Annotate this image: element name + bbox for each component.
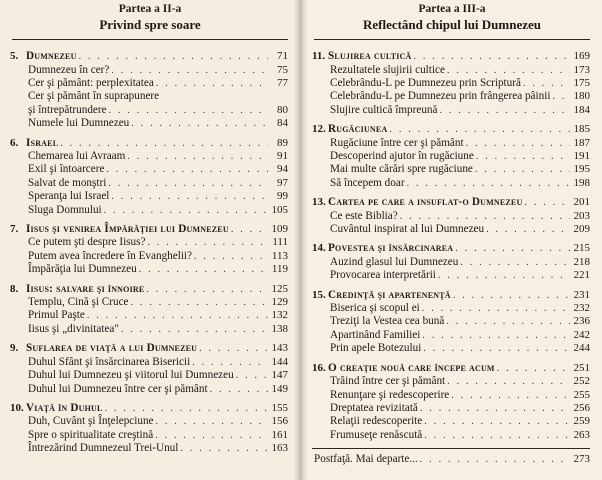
leader-dots [106, 163, 268, 176]
chapter-title: Iisus: salvare şi înnoire [26, 282, 145, 295]
page-number: 156 [271, 415, 288, 428]
leader-dots [156, 415, 268, 428]
chapter-block [312, 50, 590, 117]
leader-dots [156, 77, 268, 90]
leader-dots [199, 342, 268, 355]
section-entry[interactable] [10, 442, 288, 455]
section-entry[interactable] [312, 415, 590, 428]
section-entry[interactable] [312, 177, 590, 190]
chapter-block [10, 137, 288, 217]
section-entry[interactable] [312, 90, 590, 103]
leader-dots [460, 256, 570, 269]
section-entry[interactable] [10, 64, 288, 77]
page-number: 80 [277, 103, 288, 116]
postfata-rule [312, 448, 590, 449]
leader-dots [486, 223, 570, 236]
chapter-title: Credinţă şi apartenenţă [328, 288, 451, 301]
section-title: Chemarea lui Avraam [28, 150, 126, 162]
page-number: 185 [573, 123, 590, 136]
section-title: Spre o spiritualitate creştină [28, 428, 154, 441]
page-number: 209 [573, 223, 590, 236]
chapter-entry[interactable] [10, 402, 288, 415]
leader-dots [414, 50, 571, 63]
section-title: Putem avea încredere în Evanghelii? [28, 249, 193, 262]
section-title: Celebrându-L pe Dumnezeu prin Scriptură [330, 76, 521, 89]
chapter-entry[interactable] [312, 362, 590, 375]
chapter-block [312, 362, 590, 442]
section-entry[interactable] [10, 263, 288, 276]
section-title: Relaţii redescoperite [330, 415, 423, 428]
leader-dots [155, 429, 268, 442]
leader-dots [447, 64, 570, 77]
part-header-left [0, 0, 300, 33]
section-entry[interactable] [10, 117, 288, 130]
section-entry[interactable] [312, 429, 590, 442]
leader-dots [420, 453, 570, 466]
chapter-number: 10. [10, 401, 24, 414]
section-entry[interactable] [10, 90, 288, 103]
chapter-title: Iisus şi venirea Împărăţiei lui Dumnezeu [26, 223, 229, 236]
section-title: Exil şi întoarcere [28, 163, 105, 176]
section-entry[interactable] [312, 150, 590, 163]
chapter-title: Viaţă în Duhul [26, 401, 103, 414]
section-title: Prin apele Botezului [330, 342, 422, 355]
section-title: Apartinând Familiei [330, 328, 421, 341]
page-number: 203 [573, 209, 590, 222]
page-number: 251 [573, 361, 590, 374]
leader-dots [131, 117, 268, 130]
leader-dots [108, 177, 268, 190]
section-title: Speranţa lui Israel [28, 190, 110, 203]
section-title: Duhul lui Dumnezeu între cer şi pământ [28, 382, 208, 395]
section-entry[interactable] [312, 210, 590, 223]
page-number: 129 [271, 296, 288, 309]
page-number: 89 [277, 136, 288, 149]
leader-dots [210, 383, 268, 396]
chapter-number: 14. [312, 242, 326, 255]
chapter-number: 15. [312, 288, 326, 301]
page-number: 221 [573, 269, 590, 282]
chapter-number: 12. [312, 123, 326, 136]
page-number: 180 [573, 90, 590, 103]
leader-dots [111, 190, 268, 203]
leader-dots [87, 309, 268, 322]
leader-dots [104, 204, 268, 217]
leader-dots [497, 362, 570, 375]
chapter-number: 13. [312, 196, 326, 209]
chapter-block [312, 196, 590, 236]
page-number: 201 [573, 196, 590, 209]
page-number: 105 [271, 203, 288, 216]
leader-dots [420, 402, 570, 415]
page-number: 84 [277, 117, 288, 130]
section-entry[interactable] [312, 137, 590, 150]
section-title: Trăind între cer şi pământ [330, 375, 446, 388]
leader-dots [475, 163, 570, 176]
chapter-block [10, 50, 288, 130]
section-title: Duh, Cuvânt şi Înţelepciune [28, 415, 154, 428]
chapter-block [312, 123, 590, 190]
leader-dots [147, 236, 268, 249]
page-number: 263 [573, 428, 590, 441]
page-number: 273 [573, 453, 590, 466]
leader-dots [422, 302, 570, 315]
chapter-block [312, 289, 590, 356]
page-number: 191 [573, 150, 590, 162]
page-number: 143 [271, 342, 288, 355]
page-number: 244 [573, 342, 590, 355]
page-number: 231 [573, 288, 590, 301]
section-entry[interactable] [312, 302, 590, 315]
leader-dots [127, 150, 268, 163]
section-title: Duhul Sfânt şi însărcinarea Bisericii [28, 355, 191, 368]
chapter-block [10, 342, 288, 396]
part-label: Partea a II-a [118, 3, 182, 15]
section-title: Iisus şi „divinitatea" [28, 322, 119, 335]
page-number: 163 [271, 442, 288, 455]
section-title: Primul Paşte [28, 309, 85, 322]
chapter-entry[interactable] [10, 342, 288, 355]
section-title: Dumnezeu în cer? [28, 63, 110, 76]
section-entry[interactable] [10, 296, 288, 309]
part-label: Partea a III-a [418, 3, 486, 15]
section-entry[interactable] [312, 77, 590, 90]
leader-dots [552, 90, 570, 103]
section-title: Rezultatele slujirii cultice [330, 63, 445, 76]
chapter-entry[interactable] [10, 283, 288, 296]
chapter-entry[interactable] [312, 196, 590, 209]
chapter-block [10, 223, 288, 277]
chapter-entry[interactable] [312, 50, 590, 63]
leader-dots [438, 269, 570, 282]
section-title: Treziţi la Vestea cea bună [330, 315, 445, 328]
leader-dots [180, 442, 268, 455]
section-title: Împărăţia lui Dumnezeu [28, 263, 137, 276]
leader-dots [146, 283, 268, 296]
section-entry[interactable] [10, 177, 288, 190]
left-page [0, 0, 300, 480]
page-number: 215 [573, 242, 590, 255]
leader-dots [422, 329, 570, 342]
section-title: Slujire cultică împreună [330, 103, 438, 116]
section-title: Templu, Cină şi Cruce [28, 296, 129, 309]
part-header-right [302, 0, 602, 33]
chapter-block [10, 402, 288, 456]
section-entry[interactable] [10, 309, 288, 322]
section-title: Numele lui Dumnezeu [28, 117, 130, 130]
chapter-entry[interactable] [312, 242, 590, 255]
part-title: Reflectând chipul lui Dumnezeu [362, 17, 542, 33]
page-number: 144 [271, 355, 288, 368]
leader-dots [447, 375, 570, 388]
page-number: 113 [271, 249, 288, 262]
chapter-title: Israel [26, 136, 59, 149]
section-entry[interactable] [312, 389, 590, 402]
page-number: 175 [573, 76, 590, 89]
chapter-entry[interactable] [10, 137, 288, 150]
section-entry[interactable] [10, 415, 288, 428]
page-number: 236 [573, 315, 590, 328]
page-number: 149 [271, 382, 288, 395]
leader-dots [231, 223, 268, 236]
section-title: Postfaţă. Mai departe... [314, 453, 418, 466]
section-title: Cer şi pământ în suprapunere [28, 90, 160, 103]
section-entry[interactable] [10, 190, 288, 203]
section-entry[interactable] [10, 163, 288, 176]
page-number: 119 [271, 263, 288, 276]
leader-dots [423, 342, 570, 355]
leader-dots [453, 289, 570, 302]
chapter-number: 9. [10, 342, 19, 355]
section-title: Cer şi pământ: perplexitatea [28, 76, 154, 89]
section-entry[interactable] [312, 402, 590, 415]
section-entry[interactable] [312, 375, 590, 388]
section-entry[interactable] [312, 163, 590, 176]
section-entry[interactable] [10, 104, 288, 117]
section-title: Mai multe cărări spre rugăciune [330, 163, 473, 176]
section-title: Rugăciune între cer şi pământ [330, 136, 464, 149]
leader-dots [455, 242, 570, 255]
chapter-title: Rugăciunea [328, 123, 388, 136]
page-number: 259 [573, 415, 590, 428]
page-number: 155 [271, 401, 288, 414]
page-number: 138 [271, 322, 288, 335]
page-number: 71 [277, 50, 288, 63]
chapter-title: Suflarea de viaţă a lui Dumnezeu [26, 342, 198, 355]
page-number: 255 [573, 388, 590, 401]
section-entry[interactable] [312, 223, 590, 236]
leader-dots [440, 104, 571, 117]
section-entry[interactable] [10, 323, 288, 336]
leader-dots [400, 210, 570, 223]
leader-dots [389, 123, 570, 136]
leader-dots [105, 402, 268, 415]
part-title: Privind spre soare [99, 17, 201, 33]
section-entry[interactable] [10, 77, 288, 90]
chapter-number: 8. [10, 282, 19, 295]
section-title: Renunţare şi redescoperire [330, 388, 450, 401]
page-number: 169 [573, 50, 590, 63]
section-title: Ce este Biblia? [330, 209, 398, 222]
chapter-title: Cartea pe care a insuflat-o Dumnezeu [328, 196, 523, 209]
leader-dots [523, 77, 570, 90]
chapter-number: 5. [10, 50, 19, 63]
leader-dots [194, 250, 268, 263]
toc-right [302, 40, 602, 466]
section-entry[interactable] [312, 269, 590, 282]
chapter-title: Povestea şi însărcinarea [328, 242, 454, 255]
section-title: Ce putem şti despre Iisus? [28, 236, 146, 249]
page-number: 161 [271, 428, 288, 441]
section-title: Salvat de monştri [28, 176, 107, 189]
chapter-number: 6. [10, 136, 19, 149]
chapter-number: 16. [312, 361, 326, 374]
section-entry[interactable] [10, 356, 288, 369]
chapter-number: 7. [10, 223, 19, 236]
section-entry[interactable] [10, 150, 288, 163]
section-entry[interactable] [312, 104, 590, 117]
page-number: 198 [573, 176, 590, 189]
leader-dots [236, 369, 268, 382]
section-title: Duhul lui Dumnezeu şi viitorul lui Dumnezeu [28, 369, 234, 382]
page-number: 242 [573, 328, 590, 341]
leader-dots [466, 137, 570, 150]
chapter-block [10, 283, 288, 337]
leader-dots [60, 137, 268, 150]
page-number: 111 [272, 236, 288, 249]
section-title: Descoperind ajutor în rugăciune [330, 150, 474, 162]
chapter-entry[interactable] [10, 223, 288, 236]
leader-dots [79, 50, 268, 63]
chapter-title: Dumnezeu [26, 50, 77, 63]
leader-dots [446, 315, 570, 328]
page-number: 252 [573, 375, 590, 388]
page-number: 94 [277, 163, 288, 176]
page-number: 256 [573, 401, 590, 414]
page-number: 97 [277, 176, 288, 189]
section-title: Auzind glasul lui Dumnezeu [330, 255, 459, 268]
section-entry[interactable] [10, 204, 288, 217]
section-entry[interactable] [312, 315, 590, 328]
page-number: 218 [573, 255, 590, 268]
section-title: Cuvântul inspirat al lui Dumnezeu [330, 223, 485, 236]
leader-dots [139, 263, 268, 276]
page-number: 187 [573, 136, 590, 149]
page-number: 109 [271, 223, 288, 236]
postfata-entry[interactable] [312, 453, 590, 466]
section-title: şi întrepătrundere [28, 103, 107, 116]
section-entry[interactable] [312, 329, 590, 342]
chapter-block [312, 242, 590, 282]
toc-left [0, 40, 300, 455]
section-title: Biserica şi scopul ei [330, 302, 420, 315]
section-title: Provocarea interpretării [330, 269, 436, 282]
leader-dots [109, 104, 268, 117]
chapter-entry[interactable] [10, 50, 288, 63]
page-number: 99 [277, 190, 288, 203]
page-number: 77 [277, 76, 288, 89]
page-number: 147 [271, 369, 288, 382]
leader-dots [524, 196, 570, 209]
leader-dots [111, 64, 268, 77]
chapter-title: Slujirea cultică [328, 50, 412, 63]
chapter-title: O creaţie nouă care începe acum [328, 361, 495, 374]
section-title: Frumuseţe renăscută [330, 428, 423, 441]
section-entry[interactable] [10, 236, 288, 249]
page-number: 132 [271, 309, 288, 322]
page-number: 195 [573, 163, 590, 176]
section-entry[interactable] [10, 369, 288, 382]
section-entry[interactable] [312, 64, 590, 77]
leader-dots [131, 296, 268, 309]
chapter-number: 11. [312, 50, 326, 63]
leader-dots [451, 389, 570, 402]
leader-dots [424, 429, 570, 442]
section-title: Celebrându-L pe Dumnezeu prin frângerea pâinii [330, 90, 551, 103]
section-entry[interactable] [10, 250, 288, 263]
chapter-entry[interactable] [312, 123, 590, 136]
section-entry[interactable] [10, 429, 288, 442]
leader-dots [407, 177, 570, 190]
page-number: 75 [277, 63, 288, 76]
page-number: 232 [573, 302, 590, 315]
leader-dots [192, 356, 268, 369]
section-entry[interactable] [312, 256, 590, 269]
right-page [302, 0, 602, 480]
chapter-entry[interactable] [312, 289, 590, 302]
section-title: Întrezărind Dumnezeul Trei-Unul [28, 442, 179, 455]
section-title: Să începem doar [330, 176, 405, 189]
section-title: Dreptatea revizitată [330, 401, 418, 414]
section-title: Sluga Domnului [28, 203, 102, 216]
page-number: 125 [271, 282, 288, 295]
leader-dots [424, 415, 570, 428]
page-number: 184 [573, 103, 590, 116]
leader-dots [121, 323, 268, 336]
section-entry[interactable] [10, 383, 288, 396]
section-entry[interactable] [312, 342, 590, 355]
leader-dots [476, 150, 570, 163]
page-number: 173 [573, 63, 590, 76]
page-number: 91 [277, 150, 288, 162]
